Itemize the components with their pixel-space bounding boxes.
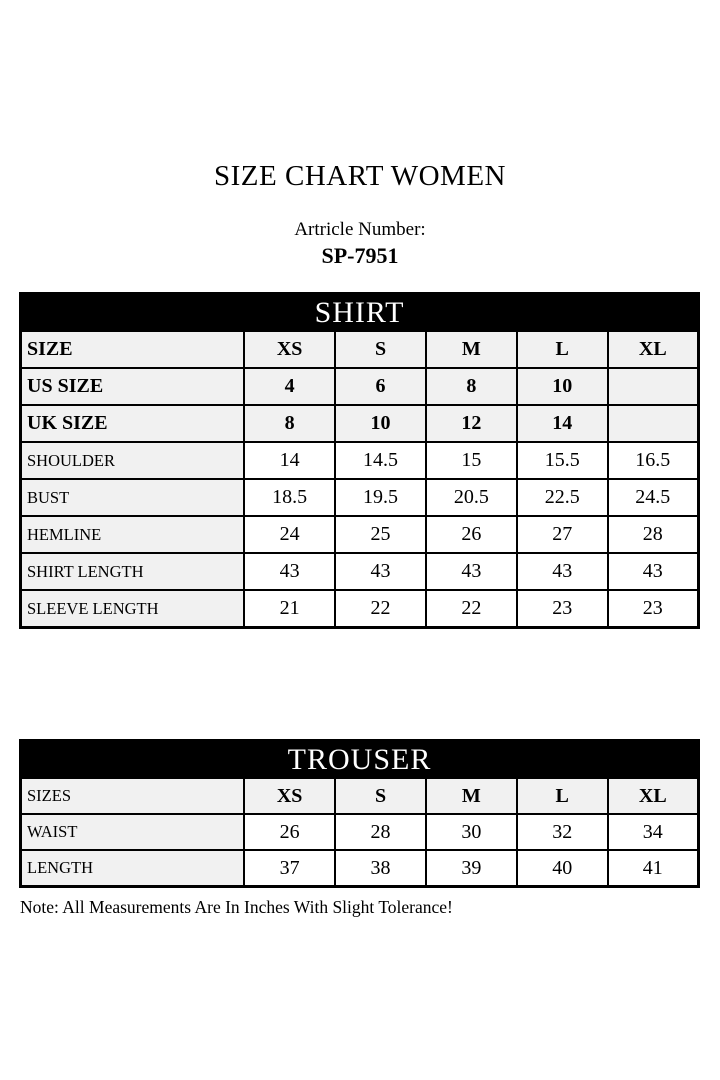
cell-value: 23	[608, 590, 699, 628]
cell-value: 28	[608, 516, 699, 553]
trouser-table-body	[21, 778, 699, 887]
trouser-table-title: TROUSER	[21, 741, 699, 779]
cell-value: 24	[244, 516, 335, 553]
cell-value: 8	[244, 405, 335, 442]
row-label: US SIZE	[21, 368, 245, 405]
cell-value: 43	[426, 553, 517, 590]
cell-value: 14	[244, 442, 335, 479]
article-number-label: Artricle Number:	[294, 219, 426, 240]
cell-value: 22	[426, 590, 517, 628]
cell-value: 18.5	[244, 479, 335, 516]
shirt-table-title: SHIRT	[21, 294, 699, 332]
cell-value: 26	[426, 516, 517, 553]
measurement-note: Note: All Measurements Are In Inches With Slight Tolerance!	[20, 897, 453, 917]
cell-value: XL	[608, 331, 699, 368]
cell-value: L	[517, 331, 608, 368]
cell-value: XS	[244, 778, 335, 814]
row-label: HEMLINE	[21, 516, 245, 553]
cell-value: XS	[244, 331, 335, 368]
table-row	[21, 553, 699, 590]
cell-value: L	[517, 778, 608, 814]
trouser-table-banner-row	[21, 741, 699, 779]
cell-value: 10	[517, 368, 608, 405]
table-row	[21, 442, 699, 479]
cell-value: 30	[426, 814, 517, 850]
cell-value: 19.5	[335, 479, 426, 516]
trouser-size-table	[19, 739, 700, 888]
table-row	[21, 331, 699, 368]
cell-value: 21	[244, 590, 335, 628]
table-row	[21, 778, 699, 814]
cell-value: 43	[335, 553, 426, 590]
cell-value: 28	[335, 814, 426, 850]
cell-value: 8	[426, 368, 517, 405]
cell-value: 14.5	[335, 442, 426, 479]
row-label: WAIST	[21, 814, 245, 850]
row-label: SLEEVE LENGTH	[21, 590, 245, 628]
table-row	[21, 590, 699, 628]
cell-value: 15	[426, 442, 517, 479]
row-label: LENGTH	[21, 850, 245, 887]
cell-value: 43	[517, 553, 608, 590]
cell-value: 16.5	[608, 442, 699, 479]
table-row	[21, 368, 699, 405]
row-label: BUST	[21, 479, 245, 516]
row-label: SHOULDER	[21, 442, 245, 479]
row-label: SIZES	[21, 778, 245, 814]
cell-value: 43	[608, 553, 699, 590]
cell-value: 22.5	[517, 479, 608, 516]
cell-value: 25	[335, 516, 426, 553]
cell-value: 41	[608, 850, 699, 887]
cell-value: XL	[608, 778, 699, 814]
cell-value: 22	[335, 590, 426, 628]
cell-value: 34	[608, 814, 699, 850]
cell-value: 6	[335, 368, 426, 405]
shirt-table-banner-row	[21, 294, 699, 332]
shirt-table-body	[21, 331, 699, 628]
cell-value: 4	[244, 368, 335, 405]
cell-value: S	[335, 778, 426, 814]
cell-value: 39	[426, 850, 517, 887]
cell-value: 38	[335, 850, 426, 887]
cell-value: 23	[517, 590, 608, 628]
cell-value: 12	[426, 405, 517, 442]
cell-value	[608, 405, 699, 442]
table-row	[21, 405, 699, 442]
row-label: SHIRT LENGTH	[21, 553, 245, 590]
table-row	[21, 479, 699, 516]
page-title: SIZE CHART WOMEN	[214, 160, 506, 192]
table-row	[21, 814, 699, 850]
cell-value: S	[335, 331, 426, 368]
cell-value: 37	[244, 850, 335, 887]
cell-value: M	[426, 331, 517, 368]
shirt-size-table	[19, 292, 700, 629]
cell-value: 26	[244, 814, 335, 850]
cell-value: 10	[335, 405, 426, 442]
row-label: SIZE	[21, 331, 245, 368]
cell-value: 15.5	[517, 442, 608, 479]
cell-value: 20.5	[426, 479, 517, 516]
row-label: UK SIZE	[21, 405, 245, 442]
cell-value	[608, 368, 699, 405]
cell-value: 14	[517, 405, 608, 442]
cell-value: 24.5	[608, 479, 699, 516]
table-row	[21, 850, 699, 887]
table-row	[21, 516, 699, 553]
cell-value: 32	[517, 814, 608, 850]
cell-value: 43	[244, 553, 335, 590]
cell-value: 27	[517, 516, 608, 553]
article-number-value: SP-7951	[321, 243, 399, 268]
cell-value: 40	[517, 850, 608, 887]
cell-value: M	[426, 778, 517, 814]
